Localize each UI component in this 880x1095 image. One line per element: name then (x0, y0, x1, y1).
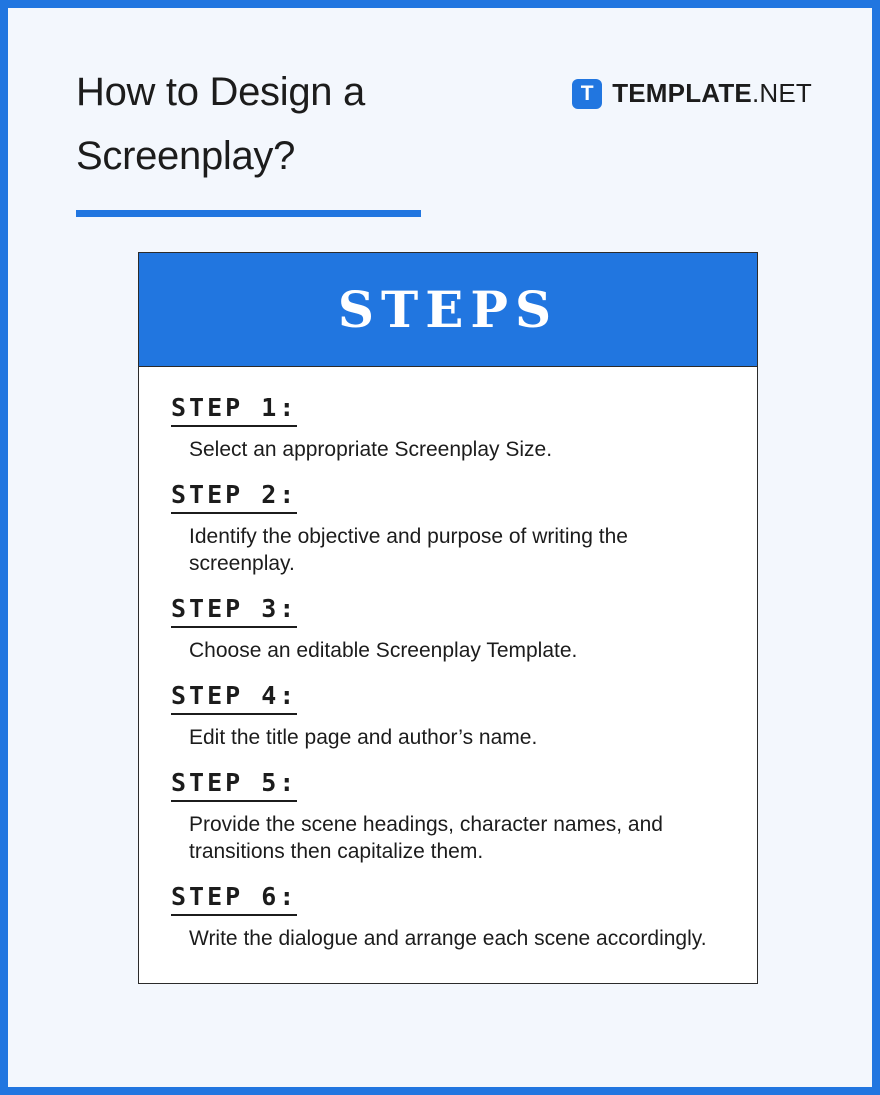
step-text: Choose an editable Screenplay Template. (189, 639, 578, 663)
list-item (139, 882, 757, 953)
step-text: Select an appropriate Screenplay Size. (189, 438, 553, 461)
step-label: STEP 4: (171, 681, 297, 715)
steps-list (139, 367, 757, 983)
list-item (139, 480, 757, 578)
steps-card-header (139, 253, 757, 367)
brand-logo (572, 78, 812, 109)
list-item (139, 594, 757, 665)
step-label: STEP 1: (171, 393, 297, 427)
list-item (139, 681, 757, 752)
step-text: Identify the objective and purpose of writing the screenplay. (189, 524, 628, 576)
page-canvas (8, 8, 872, 1087)
step-label: STEP 3: (171, 594, 297, 628)
step-text: Edit the title page and author’s name. (189, 725, 538, 749)
steps-heading: STEPS (337, 280, 559, 339)
step-text: Write the dialogue and arrange each scene accordingly. (189, 927, 707, 951)
list-item (139, 393, 757, 464)
step-label: STEP 2: (171, 480, 297, 514)
brand-tld: .NET (751, 78, 812, 108)
template-net-logo-icon: T (572, 79, 602, 109)
step-text: Provide the scene headings, character names, and transitions then capitalize them. (189, 812, 663, 864)
brand-name: TEMPLATE (612, 78, 752, 108)
title-underline-rule (76, 210, 421, 217)
step-label: STEP 5: (171, 768, 297, 802)
page-header (8, 8, 872, 188)
step-label: STEP 6: (171, 882, 297, 916)
list-item (139, 768, 757, 866)
page-title: How to Design a Screenplay? (76, 70, 365, 178)
steps-card (138, 252, 758, 984)
